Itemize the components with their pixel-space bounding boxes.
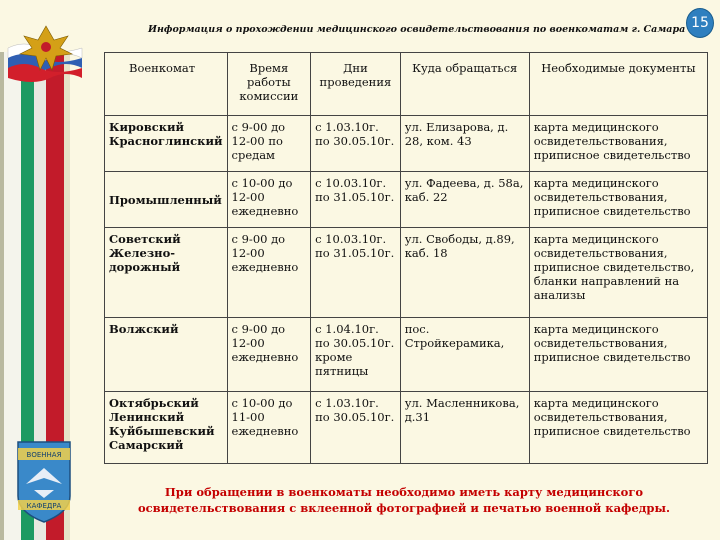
table-row — [105, 172, 708, 228]
commissariat-cell: Кировский Красноглинский — [105, 116, 228, 172]
flag-emblem-icon — [6, 18, 84, 82]
time-cell: с 10-00 до 11-00 ежедневно — [227, 392, 311, 464]
days-cell: с 10.03.10г. по 31.05.10г. — [311, 228, 401, 318]
commissariat-cell: Октябрьский Ленинский Куйбышевский Самарский — [105, 392, 228, 464]
badge-text-top: ВОЕННАЯ — [26, 451, 62, 459]
time-cell: с 9-00 до 12-00 ежедневно — [227, 228, 311, 318]
column-header: Куда обращаться — [400, 53, 529, 116]
days-cell: с 1.03.10г. по 30.05.10г. — [311, 392, 401, 464]
address-cell: пос. Стройкерамика, — [400, 318, 529, 392]
footer-note: При обращении в военкоматы необходимо иметь карту медицинского освидетельствования с вклеенной фотографией и печатью военной кафедры. — [138, 485, 670, 515]
days-cell: с 1.04.10г. по 30.05.10г. кроме пятницы — [311, 318, 401, 392]
table-row — [105, 318, 708, 392]
address-cell: ул. Свободы, д.89, каб. 18 — [400, 228, 529, 318]
time-cell: с 9-00 до 12-00 ежедневно — [227, 318, 311, 392]
documents-cell: карта медицинского освидетельствования, приписное свидетельство, бланки направлений на анализы — [529, 228, 707, 318]
address-cell: ул. Елизарова, д. 28, ком. 43 — [400, 116, 529, 172]
days-cell: с 1.03.10г. по 30.05.10г. — [311, 116, 401, 172]
time-cell: с 10-00 до 12-00 ежедневно — [227, 172, 311, 228]
documents-cell: карта медицинского освидетельствования, приписное свидетельство — [529, 392, 707, 464]
days-cell: с 10.03.10г. по 31.05.10г. — [311, 172, 401, 228]
page-number-badge: 15 — [686, 8, 714, 38]
table-row — [105, 228, 708, 318]
commissariat-cell: Промышленный — [105, 172, 228, 228]
documents-cell: карта медицинского освидетельствования, приписное свидетельство — [529, 116, 707, 172]
page-title: Информация о прохождении медицинского освидетельствования по военкоматам г. Самара — [148, 24, 686, 35]
table-row — [105, 392, 708, 464]
time-cell: с 9-00 до 12-00 по средам — [227, 116, 311, 172]
address-cell: ул. Масленникова, д.31 — [400, 392, 529, 464]
table-row — [105, 116, 708, 172]
badge-text-bottom: КАФЕДРА — [26, 502, 62, 510]
documents-cell: карта медицинского освидетельствования, приписное свидетельство — [529, 172, 707, 228]
documents-cell: карта медицинского освидетельствования, приписное свидетельство — [529, 318, 707, 392]
commissariat-cell: Волжский — [105, 318, 228, 392]
column-header: Дни проведения — [311, 53, 401, 116]
address-cell: ул. Фадеева, д. 58а, каб. 22 — [400, 172, 529, 228]
commissariat-cell: Советский Железно-дорожный — [105, 228, 228, 318]
column-header: Необходимые документы — [529, 53, 707, 116]
military-department-badge-icon — [14, 438, 74, 524]
table-header-row — [105, 53, 708, 116]
medical-exam-table — [104, 52, 708, 464]
column-header: Военкомат — [105, 53, 228, 116]
column-header: Время работы комиссии — [227, 53, 311, 116]
